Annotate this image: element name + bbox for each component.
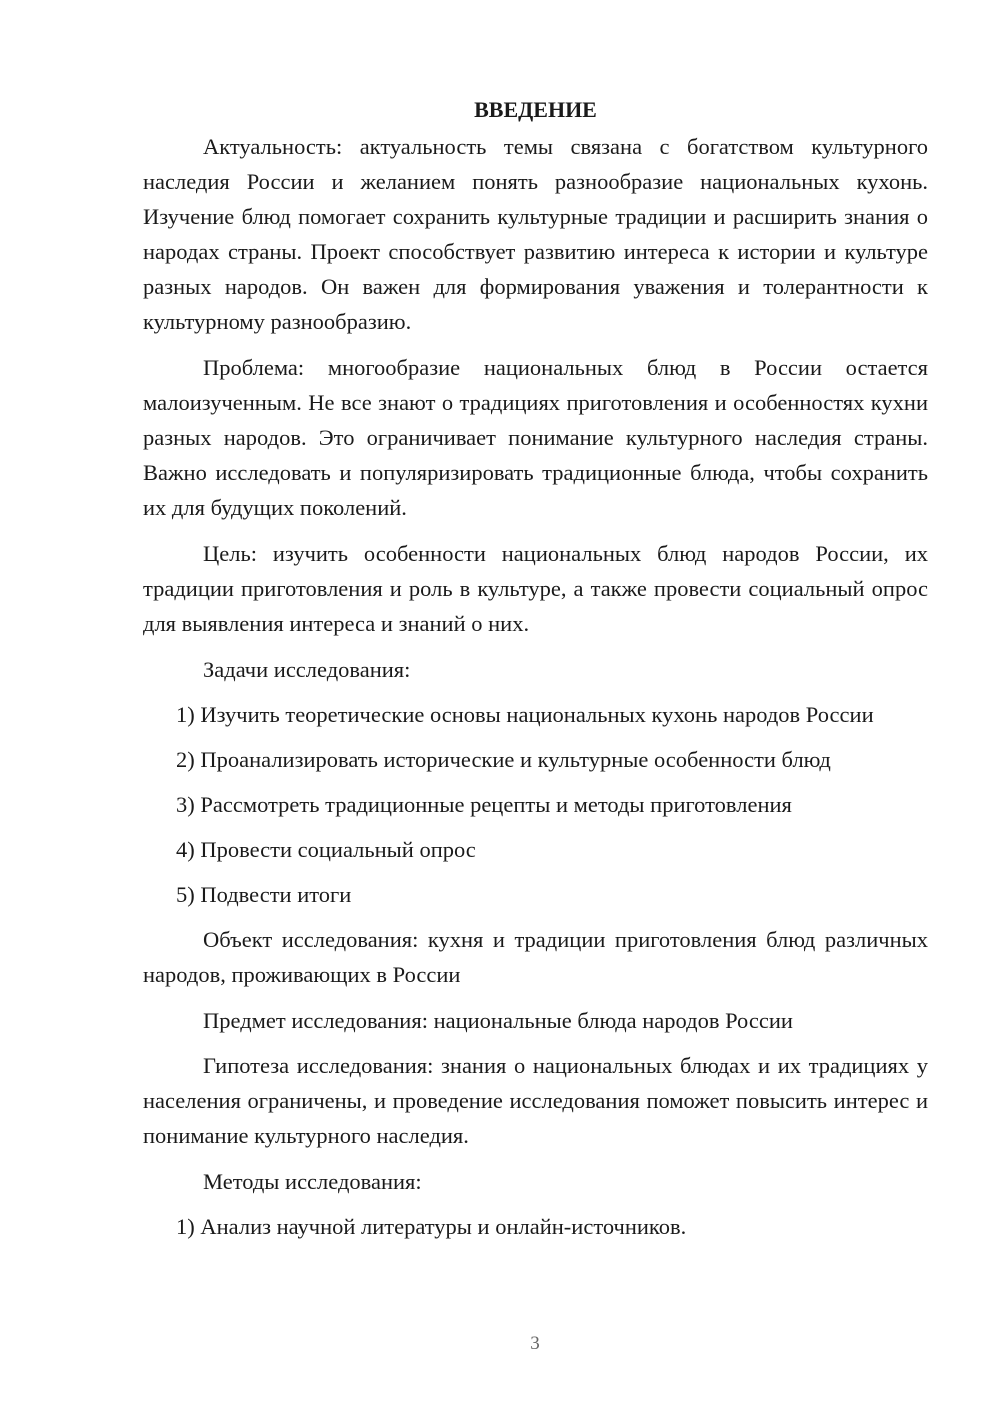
methods-heading: Методы исследования: xyxy=(203,1169,422,1194)
tasks-heading: Задачи исследования: xyxy=(203,657,411,682)
relevance-paragraph: Актуальность: актуальность темы связана с богатством культурного наследия России и желанием понять разнообразие национальных кухонь. Изучение блюд помогает сохранить культурные традиции и расширить знания о народах страны. Проект способствует развитию интереса к истории и культуре разных народов. Он важен для формирования уважения и толерантности к культурному разнообразию. xyxy=(143,134,928,334)
tasks-list xyxy=(143,697,928,912)
page-number: 3 xyxy=(530,1333,540,1354)
list-item: 4) Провести социальный опрос xyxy=(176,837,476,862)
page-title: ВВЕДЕНИЕ xyxy=(474,97,597,122)
problem-paragraph: Проблема: многообразие национальных блюд в России остается малоизученным. Не все знают о традициях приготовления и особенностях кухни разных народов. Это ограничивает понимание культурного наследия страны. Важно исследовать и популяризировать традиционные блюда, чтобы сохранить их для будущих поколений. xyxy=(143,355,928,520)
goal-paragraph: Цель: изучить особенности национальных блюд народов России, их традиции приготовления и роль в культуре, а также провести социальный опрос для выявления интереса и знаний о них. xyxy=(143,541,928,636)
methods-list xyxy=(143,1209,928,1244)
subject-paragraph: Предмет исследования: национальные блюда народов России xyxy=(203,1008,793,1033)
document-page xyxy=(143,92,928,1254)
list-item: 5) Подвести итоги xyxy=(176,882,352,907)
hypothesis-paragraph: Гипотеза исследования: знания о национальных блюдах и их традициях у населения ограничены, и проведение исследования поможет повысить интерес и понимание культурного наследия. xyxy=(143,1053,928,1148)
object-paragraph: Объект исследования: кухня и традиции приготовления блюд различных народов, проживающих в России xyxy=(143,927,928,987)
list-item: 1) Изучить теоретические основы национальных кухонь народов России xyxy=(176,702,874,727)
list-item: 1) Анализ научной литературы и онлайн-источников. xyxy=(176,1214,687,1239)
list-item: 3) Рассмотреть традиционные рецепты и методы приготовления xyxy=(176,792,792,817)
list-item: 2) Проанализировать исторические и культурные особенности блюд xyxy=(176,747,831,772)
